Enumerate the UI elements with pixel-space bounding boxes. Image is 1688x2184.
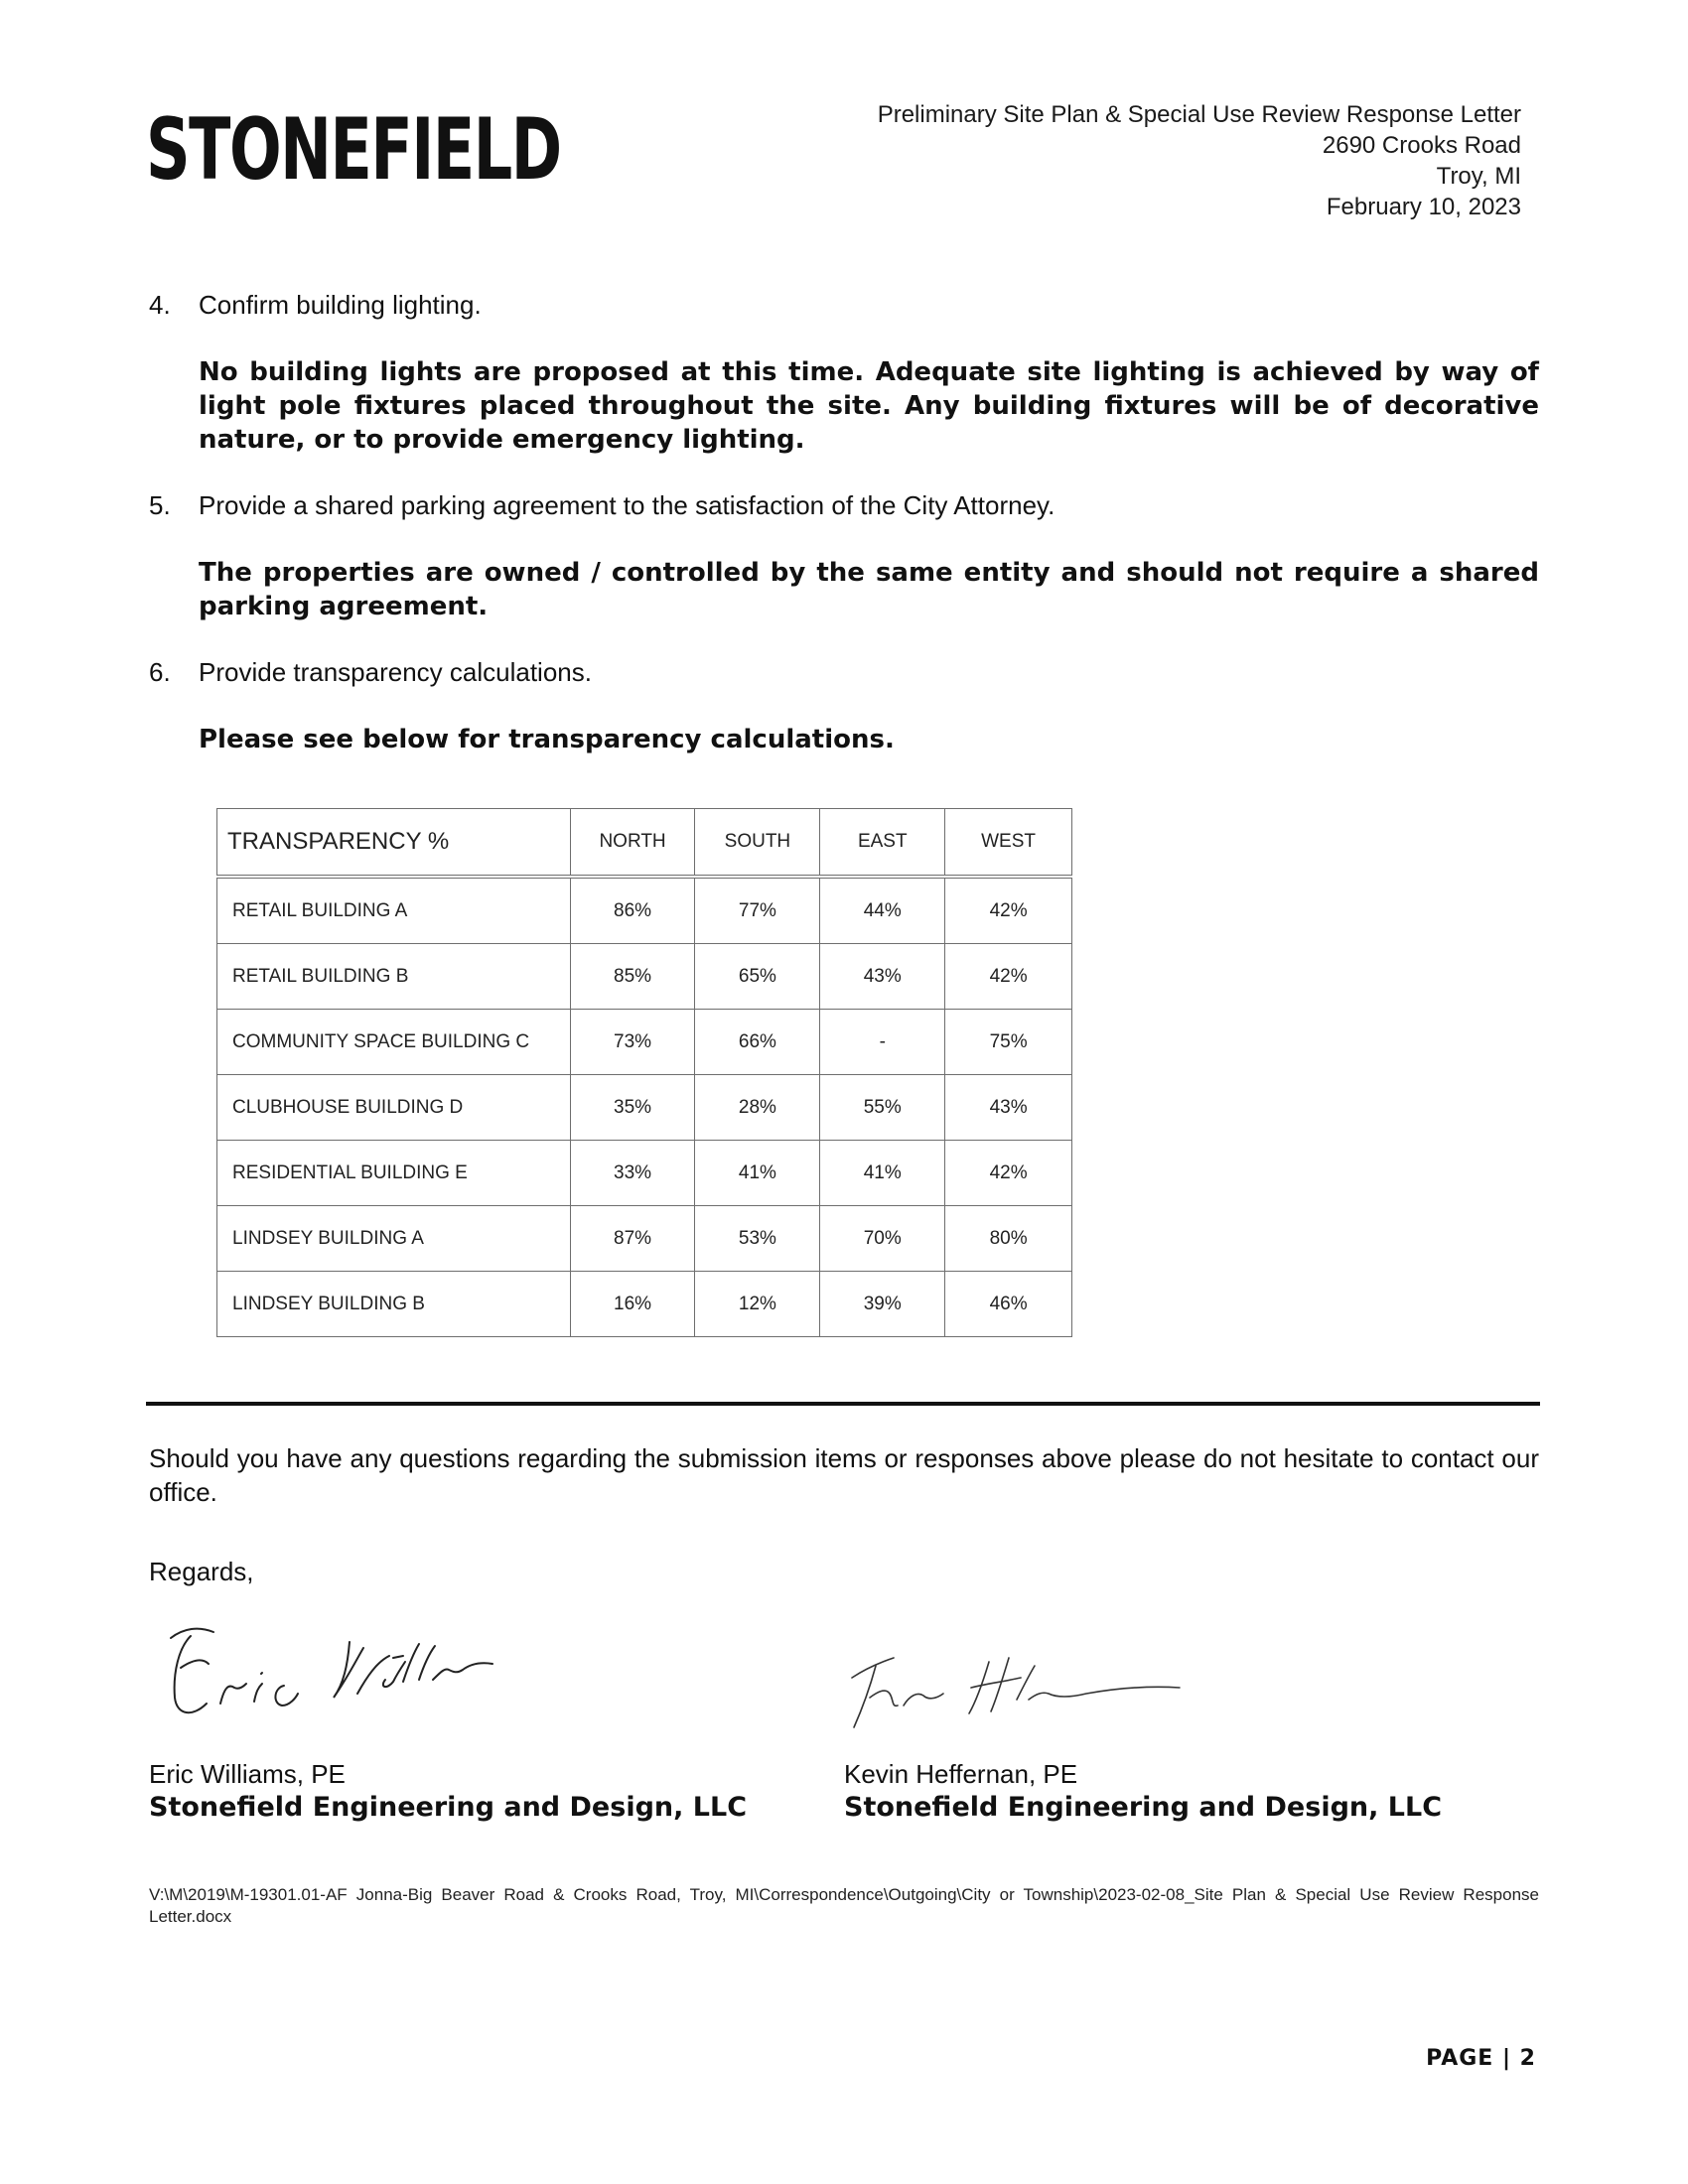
page-number: PAGE | 2 — [1426, 2046, 1536, 2071]
table-cell: 46% — [945, 1272, 1072, 1337]
signer-name: Kevin Heffernan, PE — [844, 1759, 1078, 1789]
table-row — [217, 1206, 1072, 1272]
item-number: 5. — [149, 490, 171, 520]
signer-block — [844, 1757, 1442, 1825]
table-cell: 44% — [820, 877, 945, 944]
building-name: LINDSEY BUILDING B — [217, 1272, 571, 1337]
table-row — [217, 1010, 1072, 1075]
signer-firm: Stonefield Engineering and Design, LLC — [149, 1792, 748, 1823]
table-cell: 87% — [570, 1206, 695, 1272]
company-logo: STONEFIELD — [146, 100, 561, 200]
table-cell: 41% — [695, 1141, 820, 1206]
table-header-cell: TRANSPARENCY % — [217, 809, 571, 878]
letter-date: February 10, 2023 — [1326, 194, 1521, 220]
table-cell: 53% — [695, 1206, 820, 1272]
building-name: RESIDENTIAL BUILDING E — [217, 1141, 571, 1206]
regards-text: Regards, — [149, 1557, 254, 1586]
table-cell: 65% — [695, 944, 820, 1010]
table-cell: - — [820, 1010, 945, 1075]
table-cell: 86% — [570, 877, 695, 944]
signer-block — [149, 1757, 747, 1825]
site-address: 2690 Crooks Road — [1322, 132, 1521, 159]
table-cell: 42% — [945, 877, 1072, 944]
item-response: Please see below for transparency calculations. — [199, 725, 895, 754]
transparency-table — [216, 808, 1072, 1337]
building-name: LINDSEY BUILDING A — [217, 1206, 571, 1272]
letter-title: Preliminary Site Plan & Special Use Review Response Letter — [877, 101, 1521, 128]
table-cell: 41% — [820, 1141, 945, 1206]
file-path: V:\M\2019\M-19301.01-AF Jonna-Big Beaver Road & Crooks Road, Troy, MI\Correspondence\Outgoing\City or Township\2023-02-08_Site Plan & Special Use Review Response Letter.docx — [149, 1885, 1539, 1926]
table-cell: 35% — [570, 1075, 695, 1141]
building-name: RETAIL BUILDING B — [217, 944, 571, 1010]
building-name: RETAIL BUILDING A — [217, 877, 571, 944]
table-cell: 42% — [945, 944, 1072, 1010]
item-question: Confirm building lighting. — [199, 290, 482, 320]
table-cell: 39% — [820, 1272, 945, 1337]
table-header-cell: SOUTH — [695, 809, 820, 878]
table-cell: 73% — [570, 1010, 695, 1075]
building-name: COMMUNITY SPACE BUILDING C — [217, 1010, 571, 1075]
table-cell: 80% — [945, 1206, 1072, 1272]
table-header-row — [217, 809, 1072, 878]
signer-name: Eric Williams, PE — [149, 1759, 346, 1789]
section-divider — [146, 1402, 1540, 1406]
signature-kevin-heffernan — [832, 1648, 1190, 1737]
item-number: 6. — [149, 657, 171, 687]
table-cell: 33% — [570, 1141, 695, 1206]
table-cell: 55% — [820, 1075, 945, 1141]
table-cell: 42% — [945, 1141, 1072, 1206]
table-cell: 66% — [695, 1010, 820, 1075]
table-header-cell: EAST — [820, 809, 945, 878]
table-row — [217, 1272, 1072, 1337]
table-header-cell: WEST — [945, 809, 1072, 878]
item-question: Provide transparency calculations. — [199, 657, 592, 687]
table-row — [217, 1075, 1072, 1141]
table-row — [217, 1141, 1072, 1206]
building-name: CLUBHOUSE BUILDING D — [217, 1075, 571, 1141]
table-header-cell: NORTH — [570, 809, 695, 878]
item-question: Provide a shared parking agreement to the satisfaction of the City Attorney. — [199, 490, 1055, 520]
table-cell: 77% — [695, 877, 820, 944]
table-row — [217, 877, 1072, 944]
signer-firm: Stonefield Engineering and Design, LLC — [844, 1792, 1443, 1823]
table-cell: 85% — [570, 944, 695, 1010]
table-cell: 43% — [820, 944, 945, 1010]
closing-paragraph: Should you have any questions regarding the submission items or responses above please do not hesitate to contact our office. — [149, 1443, 1539, 1507]
table-cell: 16% — [570, 1272, 695, 1337]
item-response: The properties are owned / controlled by the same entity and should not require a shared parking agreement. — [199, 558, 1539, 621]
item-number: 4. — [149, 290, 171, 320]
table-cell: 70% — [820, 1206, 945, 1272]
table-cell: 12% — [695, 1272, 820, 1337]
signature-eric-williams — [159, 1618, 516, 1727]
item-response: No building lights are proposed at this time. Adequate site lighting is achieved by way of light pole fixtures placed throughout the site. Any building fixtures will be of decorative nature, or to provide emergency lighting. — [199, 357, 1539, 455]
table-cell: 28% — [695, 1075, 820, 1141]
site-city: Troy, MI — [1436, 163, 1521, 190]
table-row — [217, 944, 1072, 1010]
table-cell: 75% — [945, 1010, 1072, 1075]
letter-header — [878, 99, 1521, 222]
table-cell: 43% — [945, 1075, 1072, 1141]
